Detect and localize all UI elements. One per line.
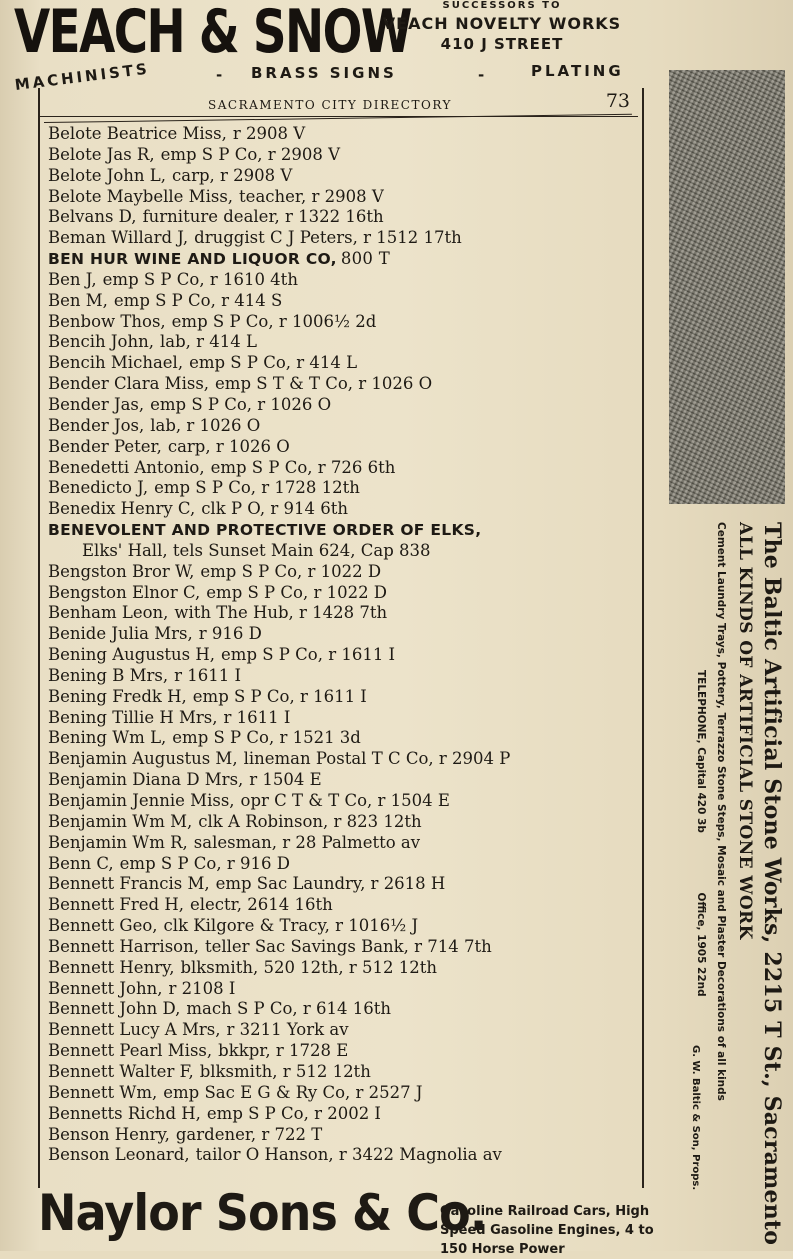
entry-name: Bening Augustus H, — [48, 645, 216, 665]
entry-name: Bennett Geo, — [48, 916, 158, 936]
directory-entry — [48, 603, 648, 624]
directory-entry — [48, 145, 648, 166]
entry-name: Bender Jas, — [48, 394, 145, 414]
entry-detail: lab, r 1026 O — [150, 415, 261, 435]
entry-detail: emp S P Co, r 2908 V — [160, 144, 341, 164]
entry-name: Benjamin Diana D Mrs, — [48, 770, 244, 790]
entry-name: Bennett John D, — [48, 999, 181, 1019]
entry-detail: r 1611 I — [223, 707, 291, 727]
side-ad-telephone: TELEPHONE, Capital 420 3b — [695, 670, 707, 833]
entry-detail: bkkpr, r 1728 E — [218, 1041, 349, 1061]
directory-entry — [48, 207, 648, 228]
entry-detail: emp S T & T Co, r 1026 O — [215, 374, 433, 394]
entry-detail: salesman, r 28 Palmetto av — [193, 832, 421, 852]
directory-entry — [48, 854, 648, 875]
works-address: 410 J STREET — [440, 35, 564, 53]
entry-name: Benjamin Augustus M, — [48, 749, 238, 769]
side-ad-products: Cement Laundry Trays, Pottery, Terrazzo Stone Steps, Mosaic and Plaster Decorations of all kinds — [715, 522, 727, 1101]
entry-name: Benide Julia Mrs, — [48, 624, 193, 644]
directory-entry — [48, 749, 648, 770]
entry-detail: opr C T & T Co, r 1504 E — [240, 791, 450, 810]
entry-name: Ben J, — [48, 269, 97, 289]
services-line — [13, 59, 631, 94]
entry-detail: mach S P Co, r 614 16th — [186, 999, 392, 1019]
side-ad-contact — [695, 670, 707, 997]
directory-entry — [48, 166, 648, 187]
directory-entry — [48, 332, 648, 353]
entry-name: Bening B Mrs, — [48, 665, 169, 685]
directory-entry — [48, 937, 648, 958]
directory-entry — [48, 1062, 648, 1083]
entry-detail: clk Kilgore & Tracy, r 1016½ J — [163, 916, 419, 936]
entry-detail: electr, 2614 16th — [189, 895, 333, 915]
separator: - — [478, 66, 487, 84]
entry-detail: emp Sac Laundry, r 2618 H — [215, 874, 446, 894]
entry-name: Bencih John, — [48, 332, 154, 352]
directory-entry — [48, 999, 648, 1020]
entry-name: Benjamin Wm R, — [48, 832, 188, 852]
entry-name: Benson Henry, — [48, 1124, 170, 1144]
entry-name: Benbow Thos, — [48, 311, 166, 331]
separator: - — [216, 66, 225, 84]
naylor-line-3: 150 Horse Power — [440, 1242, 565, 1257]
directory-entry — [48, 583, 648, 604]
directory-entry — [48, 624, 648, 645]
directory-entry — [48, 770, 648, 791]
naylor-title: Naylor Sons & Co. — [38, 1184, 487, 1242]
directory-entry — [48, 1041, 648, 1062]
entry-name: Benjamin Wm M, — [48, 811, 193, 831]
firm-entry — [48, 249, 648, 270]
entry-name: Belote John L, — [48, 165, 166, 185]
entry-name: Bennett John, — [48, 978, 163, 998]
entry-detail: emp S P Co, r 1611 I — [221, 645, 396, 665]
entry-detail: blksmith, 520 12th, r 512 12th — [180, 957, 438, 977]
entry-detail: Elks' Hall, tels Sunset Main 624, Cap 838 — [82, 540, 431, 560]
entry-name: Bennett Fred H, — [48, 895, 184, 915]
directory-entry — [48, 270, 648, 291]
directory-entry — [48, 645, 648, 666]
entry-detail: emp S P Co, r 414 S — [113, 290, 283, 310]
entry-name: Belote Maybelle Miss, — [48, 186, 234, 206]
entry-detail: emp S P Co, r 1610 4th — [102, 269, 298, 289]
entry-name: Benson Leonard, — [48, 1145, 190, 1165]
directory-entry — [48, 958, 648, 979]
entry-detail: emp S P Co, r 916 D — [119, 853, 290, 873]
directory-entry — [48, 1104, 648, 1125]
entry-name: Bender Peter, — [48, 436, 162, 456]
entry-name: Bengston Elnor C, — [48, 582, 201, 602]
entry-name: BENEVOLENT AND PROTECTIVE ORDER OF ELKS, — [48, 521, 482, 540]
entry-name: Belote Jas R, — [48, 144, 155, 164]
machinists-label: MACHINISTS — [13, 59, 151, 94]
plating-label: PLATING — [531, 62, 624, 80]
directory-entry — [48, 312, 648, 333]
entry-name: Bennett Harrison, — [48, 936, 199, 956]
entry-name: Beman Willard J, — [48, 228, 189, 248]
entry-detail: r 2908 V — [232, 124, 306, 143]
entry-detail: emp S P Co, r 1611 I — [192, 686, 367, 706]
entry-name: Benn C, — [48, 853, 114, 873]
entry-name: Bencih Michael, — [48, 353, 184, 373]
directory-entry — [48, 1125, 648, 1146]
entry-name: Bennett Pearl Miss, — [48, 1041, 213, 1061]
directory-entry — [48, 562, 648, 583]
entry-name: Bender Jos, — [48, 415, 145, 435]
entry-name: Benedicto J, — [48, 478, 149, 498]
directory-entry — [48, 228, 648, 249]
entry-detail: emp Sac E G & Ry Co, r 2527 J — [163, 1082, 423, 1102]
directory-entry — [48, 895, 648, 916]
directory-entry — [48, 458, 648, 479]
entry-detail: emp S P Co, r 1022 D — [206, 582, 388, 602]
entry-name: Belote Beatrice Miss, — [48, 124, 227, 143]
side-ad-office: Office, 1905 22nd — [695, 892, 707, 997]
directory-entry — [48, 291, 648, 312]
side-ad-headline — [759, 522, 785, 1245]
entry-detail: teller Sac Savings Bank, r 714 7th — [204, 936, 492, 956]
entry-detail: 800 T — [340, 249, 391, 269]
entry-detail: emp S P Co, r 1728 12th — [154, 478, 360, 498]
entry-name: BEN HUR WINE AND LIQUOR CO, — [48, 250, 337, 269]
entry-name: Bening Wm L, — [48, 728, 167, 748]
entry-detail: carp, r 1026 O — [167, 436, 290, 456]
brass-signs-label: BRASS SIGNS — [251, 64, 397, 82]
entry-detail: emp S P Co, r 1521 3d — [172, 728, 361, 748]
entry-name: Benham Leon, — [48, 603, 169, 623]
entry-detail: lab, r 414 L — [159, 332, 257, 352]
entry-detail: gardener, r 722 T — [175, 1124, 323, 1144]
firm-entry — [48, 520, 648, 541]
entry-name: Bender Clara Miss, — [48, 374, 210, 394]
entry-detail: druggist C J Peters, r 1512 17th — [194, 228, 462, 248]
directory-entry — [48, 728, 648, 749]
entry-detail: with The Hub, r 1428 7th — [174, 603, 388, 623]
side-ad-company: The Baltic Artificial Stone Works, 2215 T St., Sacramento — [759, 522, 785, 1246]
directory-entry — [48, 1083, 648, 1104]
entry-detail: r 916 D — [198, 624, 262, 644]
page-header — [40, 90, 638, 117]
directory-entry — [48, 353, 648, 374]
directory-entry — [48, 499, 648, 520]
entry-name: Bening Tillie H Mrs, — [48, 707, 218, 727]
directory-entry — [48, 437, 648, 458]
naylor-line-2: Speed Gasoline Engines, 4 to — [440, 1223, 654, 1238]
successors-block — [372, 0, 632, 53]
entry-detail: emp S P Co, r 414 L — [189, 353, 358, 373]
entry-detail: r 1611 I — [174, 665, 241, 685]
works-name: VEACH NOVELTY WORKS — [382, 14, 622, 33]
entry-detail: emp S P Co, r 2002 I — [206, 1103, 381, 1123]
entry-name: Belvans D, — [48, 207, 137, 227]
directory-entry — [48, 916, 648, 937]
successors-label: SUCCESSORS TO — [442, 0, 562, 11]
directory-entry — [48, 416, 648, 437]
side-ad-subhead: ALL KINDS OF ARTIFICIAL STONE WORK — [735, 522, 755, 940]
entry-detail: clk A Robinson, r 823 12th — [198, 811, 422, 831]
entry-detail: emp S P Co, r 1022 D — [200, 561, 382, 581]
entry-name: Bennett Francis M, — [48, 874, 210, 894]
entry-detail: r 1504 E — [249, 770, 322, 790]
entry-detail: emp S P Co, r 1026 O — [150, 394, 332, 414]
directory-entry — [48, 374, 648, 395]
directory-entry — [48, 124, 648, 145]
entry-detail: clk P O, r 914 6th — [201, 499, 348, 519]
entry-name: Benedetti Antonio, — [48, 457, 205, 477]
entry-name: Benedix Henry C, — [48, 499, 196, 519]
entry-name: Bennett Henry, — [48, 957, 175, 977]
entry-name: Bening Fredk H, — [48, 686, 187, 706]
directory-title: SACRAMENTO CITY DIRECTORY — [208, 98, 452, 112]
entry-name: Ben M, — [48, 290, 108, 310]
directory-entry — [48, 395, 648, 416]
directory-entry — [48, 687, 648, 708]
entry-name: Benjamin Jennie Miss, — [48, 791, 235, 810]
entry-detail: blksmith, r 512 12th — [199, 1061, 371, 1081]
naylor-description — [440, 1202, 700, 1259]
directory-entry — [48, 1020, 648, 1041]
directory-entry — [48, 666, 648, 687]
entry-name: Bennett Walter F, — [48, 1061, 194, 1081]
naylor-line-1: Gasoline Railroad Cars, High — [440, 1204, 650, 1219]
bottom-advertisement — [0, 1180, 793, 1257]
directory-entry — [48, 874, 648, 895]
entry-detail: teacher, r 2908 V — [239, 186, 384, 206]
entry-detail: furniture dealer, r 1322 16th — [142, 207, 384, 227]
directory-entry — [48, 833, 648, 854]
entry-detail: r 3211 York av — [226, 1020, 349, 1040]
entry-name: Bennetts Richd H, — [48, 1103, 201, 1123]
entry-name: Bengston Bror W, — [48, 561, 195, 581]
page-number: 73 — [605, 90, 630, 112]
entry-detail: carp, r 2908 V — [172, 165, 293, 185]
directory-entry — [48, 708, 648, 729]
ad-title: VEACH & SNOW — [14, 0, 411, 67]
directory-entry — [48, 812, 648, 833]
directory-entry — [48, 187, 648, 208]
entry-detail: r 2108 I — [168, 978, 236, 998]
entry-detail: lineman Postal T C Co, r 2904 P — [243, 749, 511, 769]
entry-detail: tailor O Hanson, r 3422 Magnolia av — [195, 1145, 502, 1165]
entry-name: Bennett Lucy A Mrs, — [48, 1020, 221, 1040]
entry-detail: emp S P Co, r 726 6th — [210, 457, 396, 477]
entry-continuation — [48, 541, 648, 562]
directory-entry — [48, 478, 648, 499]
directory-entries — [48, 124, 648, 1166]
entry-name: Bennett Wm, — [48, 1082, 158, 1102]
stone-texture-image — [669, 70, 785, 504]
directory-entry — [48, 979, 648, 1000]
side-advertisement — [673, 520, 793, 1246]
directory-entry — [48, 791, 648, 812]
directory-entry — [48, 1145, 648, 1166]
entry-detail: emp S P Co, r 1006½ 2d — [171, 311, 377, 331]
side-ad-props: G. W. Baltic & Son, Props. — [690, 1045, 701, 1191]
